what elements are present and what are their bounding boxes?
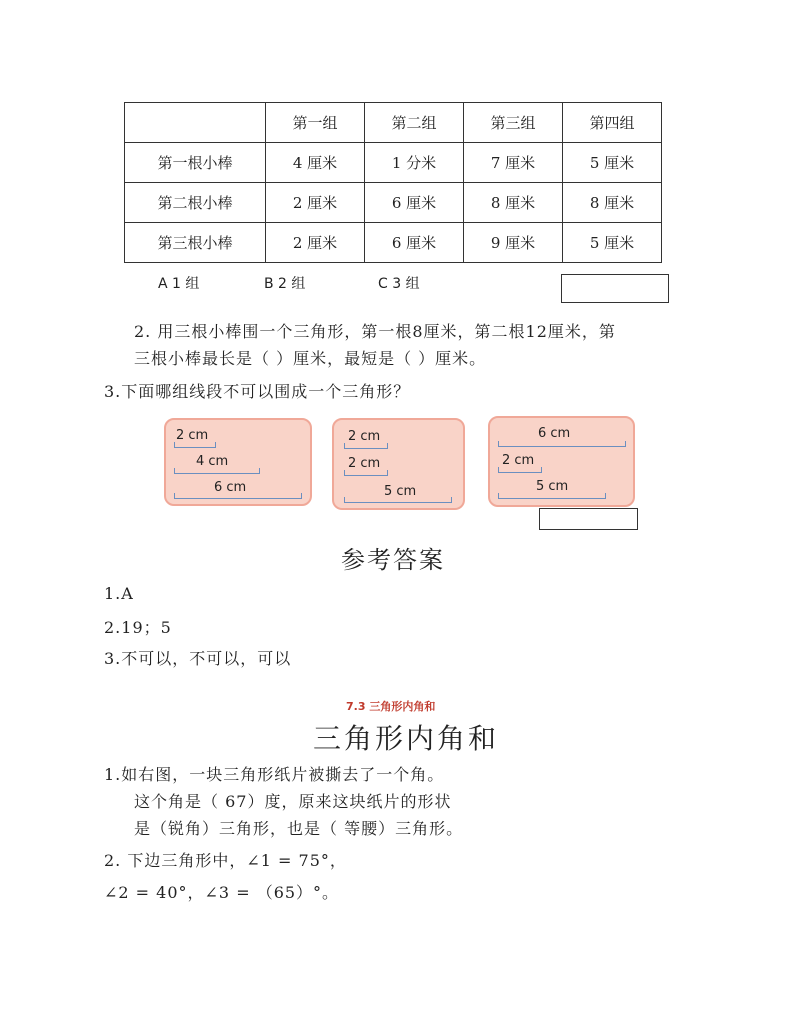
answer-1: 1.A	[104, 584, 134, 603]
segment-label: 2 cm	[348, 456, 381, 471]
segment-line	[498, 467, 542, 473]
table-header-cell: 第三组	[464, 103, 563, 143]
table-cell: 8 厘米	[464, 183, 563, 223]
segment-label: 2 cm	[502, 453, 535, 468]
q3-question: 3.下面哪组线段不可以围成一个三角形？	[104, 382, 411, 401]
segment-label: 6 cm	[538, 426, 571, 441]
segment-line	[498, 441, 626, 447]
segment-label: 5 cm	[536, 479, 569, 494]
segment-line	[174, 468, 260, 474]
q2-line2: 三根小棒最长是（ ）厘米，最短是（ ）厘米。	[134, 349, 487, 368]
option-c: C 3 组	[378, 276, 420, 292]
segment-card-1	[164, 418, 312, 506]
table-cell: 9 厘米	[464, 223, 563, 263]
segment-line	[344, 497, 452, 503]
table-cell: 6 厘米	[365, 183, 464, 223]
segment-line	[174, 442, 216, 448]
q2-line1: 2. 用三根小棒围一个三角形，第一根8厘米，第二根12厘米，第	[134, 322, 616, 341]
segment-line	[174, 493, 302, 499]
table-header-cell	[125, 103, 266, 143]
segment-label: 5 cm	[384, 484, 417, 499]
option-b: B 2 组	[264, 276, 306, 292]
p2-line1: 2. 下边三角形中，∠1 = 75°，	[104, 851, 347, 870]
segment-line	[344, 443, 388, 449]
table-cell: 5 厘米	[563, 143, 662, 183]
sticks-table	[124, 102, 662, 263]
p1-line1: 1.如右图，一块三角形纸片被撕去了一个角。	[104, 765, 445, 784]
table-header-cell: 第四组	[563, 103, 662, 143]
table-cell: 第二根小棒	[125, 183, 266, 223]
table-header-cell: 第一组	[266, 103, 365, 143]
segment-label: 6 cm	[214, 480, 247, 495]
table-header-cell: 第二组	[365, 103, 464, 143]
table-cell: 2 厘米	[266, 223, 365, 263]
segment-card-3	[488, 416, 635, 507]
answer-box[interactable]	[539, 508, 638, 530]
section-tag: 7.3 三角形内角和	[346, 700, 436, 713]
answer-2: 2.19；5	[104, 618, 172, 637]
table-row	[125, 183, 662, 223]
table-cell: 6 厘米	[365, 223, 464, 263]
p1-line2: 这个角是（ 67）度，原来这块纸片的形状	[134, 792, 452, 811]
table-header-row	[125, 103, 662, 143]
table-cell: 第三根小棒	[125, 223, 266, 263]
segment-card-2	[332, 418, 465, 510]
section-title: 三角形内角和	[313, 722, 500, 755]
table-cell: 第一根小棒	[125, 143, 266, 183]
table-cell: 1 分米	[365, 143, 464, 183]
option-a: A 1 组	[158, 276, 200, 292]
answers-title: 参考答案	[341, 546, 445, 574]
p2-line2: ∠2 = 40°，∠3 = （65）°。	[104, 883, 340, 902]
table-cell: 2 厘米	[266, 183, 365, 223]
segment-label: 2 cm	[348, 429, 381, 444]
table-cell: 5 厘米	[563, 223, 662, 263]
answer-box[interactable]	[561, 274, 669, 303]
table-row	[125, 143, 662, 183]
table-row	[125, 223, 662, 263]
segment-line	[344, 470, 388, 476]
table-cell: 7 厘米	[464, 143, 563, 183]
p1-line3: 是（锐角）三角形，也是（ 等腰）三角形。	[134, 819, 464, 838]
segment-label: 2 cm	[176, 428, 209, 443]
segment-line	[498, 493, 606, 499]
segment-label: 4 cm	[196, 454, 229, 469]
answer-3: 3.不可以，不可以，可以	[104, 649, 292, 668]
table-cell: 4 厘米	[266, 143, 365, 183]
table-cell: 8 厘米	[563, 183, 662, 223]
